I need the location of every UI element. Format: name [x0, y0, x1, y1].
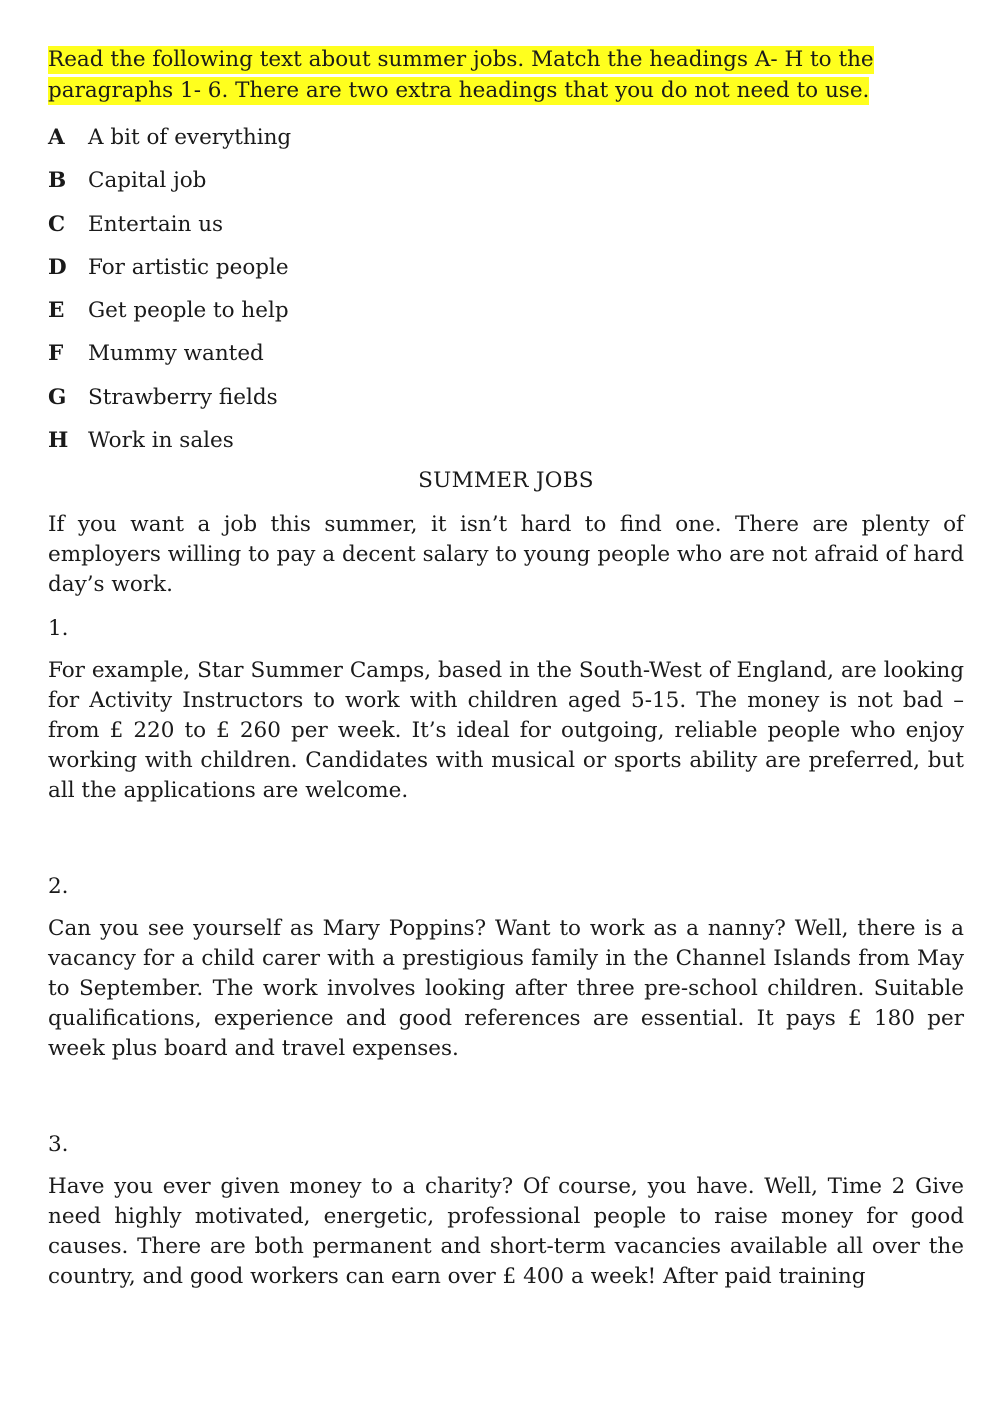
paragraph-number-3: 3. — [48, 1132, 69, 1158]
worksheet-page — [48, 44, 964, 1292]
heading-letter: B — [48, 168, 67, 194]
heading-text: A bit of everything — [88, 125, 292, 150]
paragraph-2-text: Can you see yourself as Mary Poppins? Want to work as a nanny? Well, there is a vacancy for a child carer with a prestigious family in the Channel Islands from May to September. The work involves looking after three pre-school children. Suitable qualifications, experience and good references are essential. It pays £ 180 per week plus board and travel expenses. — [48, 916, 964, 1062]
paragraph-3-text: Have you ever given money to a charity? Of course, you have. Well, Time 2 Give need highly motivated, energetic, professional people to raise money for good causes. There are both permanent and short-term vacancies available all over the country, and good workers can earn over £ 400 a week! After paid training — [48, 1174, 964, 1290]
heading-text: Get people to help — [88, 298, 289, 324]
article-intro: If you want a job this summer, it isn’t hard to find one. There are plenty of employers willing to pay a decent salary to young people who are not afraid of hard day’s work. — [48, 512, 964, 598]
spacer — [48, 806, 964, 858]
heading-item-f — [48, 332, 964, 375]
heading-letter: D — [48, 254, 67, 280]
headings-list — [48, 116, 964, 462]
heading-text: Strawberry fields — [88, 384, 278, 410]
heading-item-e — [48, 289, 964, 332]
instructions — [48, 44, 964, 106]
heading-text: Capital job — [88, 168, 207, 194]
heading-letter: C — [48, 211, 66, 237]
heading-item-b — [48, 159, 964, 202]
article-title: SUMMER JOBS — [418, 468, 594, 494]
heading-item-g — [48, 376, 964, 419]
heading-text: Entertain us — [88, 211, 224, 237]
heading-text: For artistic people — [88, 254, 289, 280]
paragraph-number-1: 1. — [48, 616, 69, 642]
heading-item-d — [48, 246, 964, 289]
heading-item-h — [48, 419, 964, 462]
heading-item-a — [48, 116, 964, 159]
heading-letter: A — [48, 125, 65, 150]
paragraph-number-2: 2. — [48, 874, 69, 900]
heading-text: Work in sales — [88, 428, 234, 454]
spacer — [48, 1064, 964, 1116]
heading-item-c — [48, 203, 964, 246]
paragraph-1-text: For example, Star Summer Camps, based in the South-West of England, are looking for Activity Instructors to work with children aged 5-15. The money is not bad – from £ 220 to £ 260 per week. It’s ideal for outgoing, reliable people who enjoy working with children. Candidates with musical or sports ability are preferred, but all the applications are welcome. — [48, 658, 964, 804]
heading-letter: E — [48, 298, 65, 324]
heading-text: Mummy wanted — [88, 341, 264, 367]
heading-letter: H — [48, 428, 69, 454]
instructions-highlight: Read the following text about summer jobs. Match the headings A- H to the paragraphs 1- 6. There are two extra headings that you do not need to use. — [48, 47, 874, 103]
heading-letter: G — [48, 384, 67, 410]
heading-letter: F — [48, 341, 64, 367]
